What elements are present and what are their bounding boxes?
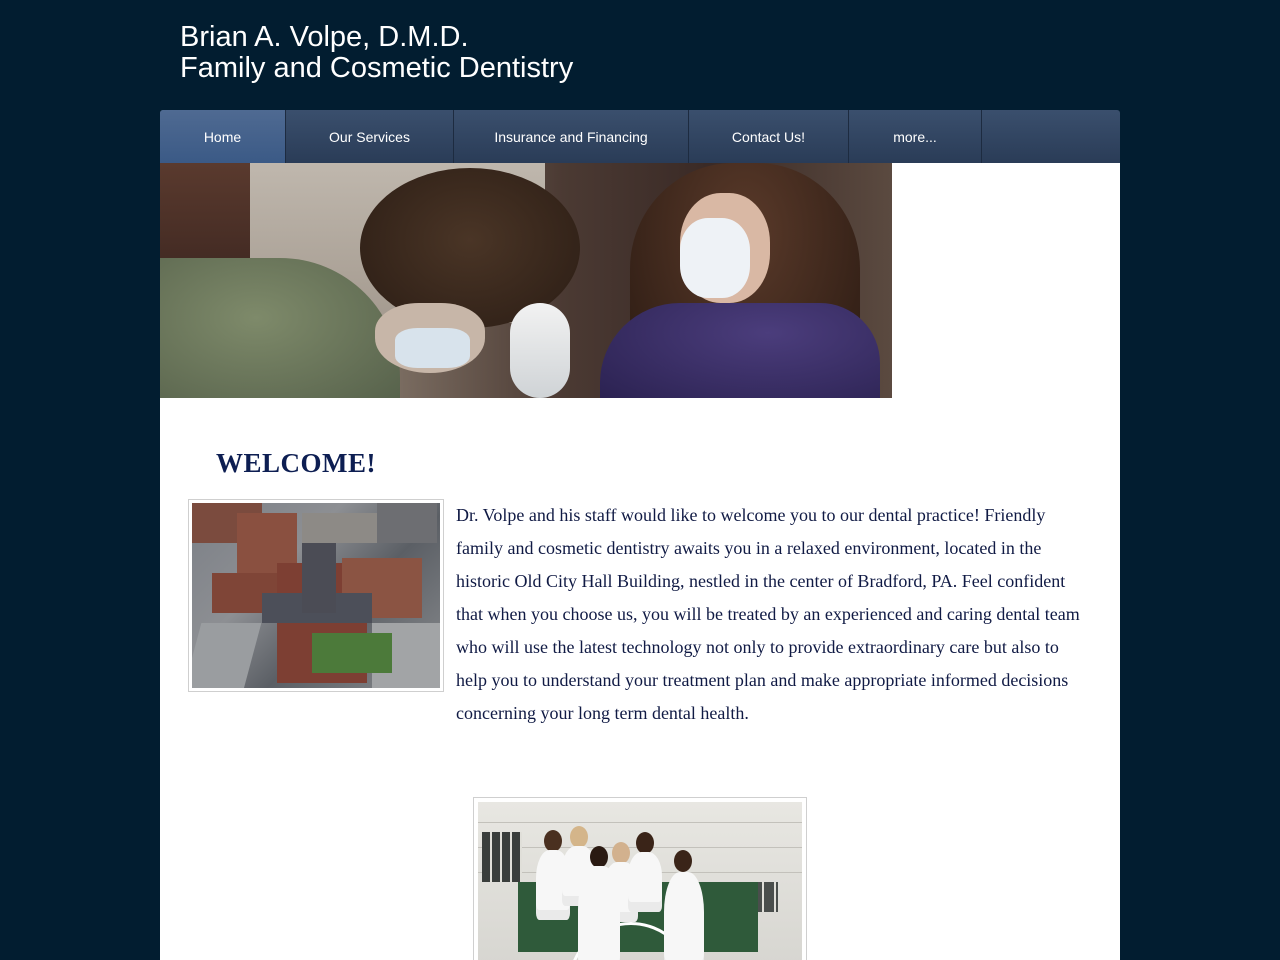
city-hall-aerial-photo	[188, 499, 444, 692]
main-navigation	[160, 110, 1120, 163]
site-tagline: Family and Cosmetic Dentistry	[180, 52, 574, 84]
nav-item-insurance-financing[interactable]: Insurance and Financing	[454, 110, 689, 163]
site-title: Brian A. Volpe, D.M.D.	[180, 21, 469, 53]
nav-item-more[interactable]: more...	[849, 110, 982, 163]
nav-item-home[interactable]: Home	[160, 110, 286, 163]
staff-group-photo	[473, 797, 807, 960]
nav-item-contact-us[interactable]: Contact Us!	[689, 110, 849, 163]
main-content	[160, 163, 1120, 960]
site-header	[180, 22, 573, 84]
nav-item-our-services[interactable]: Our Services	[286, 110, 454, 163]
welcome-heading: WELCOME!	[216, 448, 377, 478]
welcome-paragraph-text: Dr. Volpe and his staff would like to welcome you to our dental practice! Friendly family and cosmetic dentistry awaits you in a relaxed environment, located in the historic Old City Hall Building, nestled in the center of Bradford, PA. Feel confident that when you choose us, you will be treated by an experienced and caring dental team who will use the latest technology not only to provide extraordinary care but also to help you to understand your treatment plan and make appropriate informed decisions concerning your long term dental health.	[456, 505, 1080, 723]
hero-banner-image	[160, 163, 892, 398]
